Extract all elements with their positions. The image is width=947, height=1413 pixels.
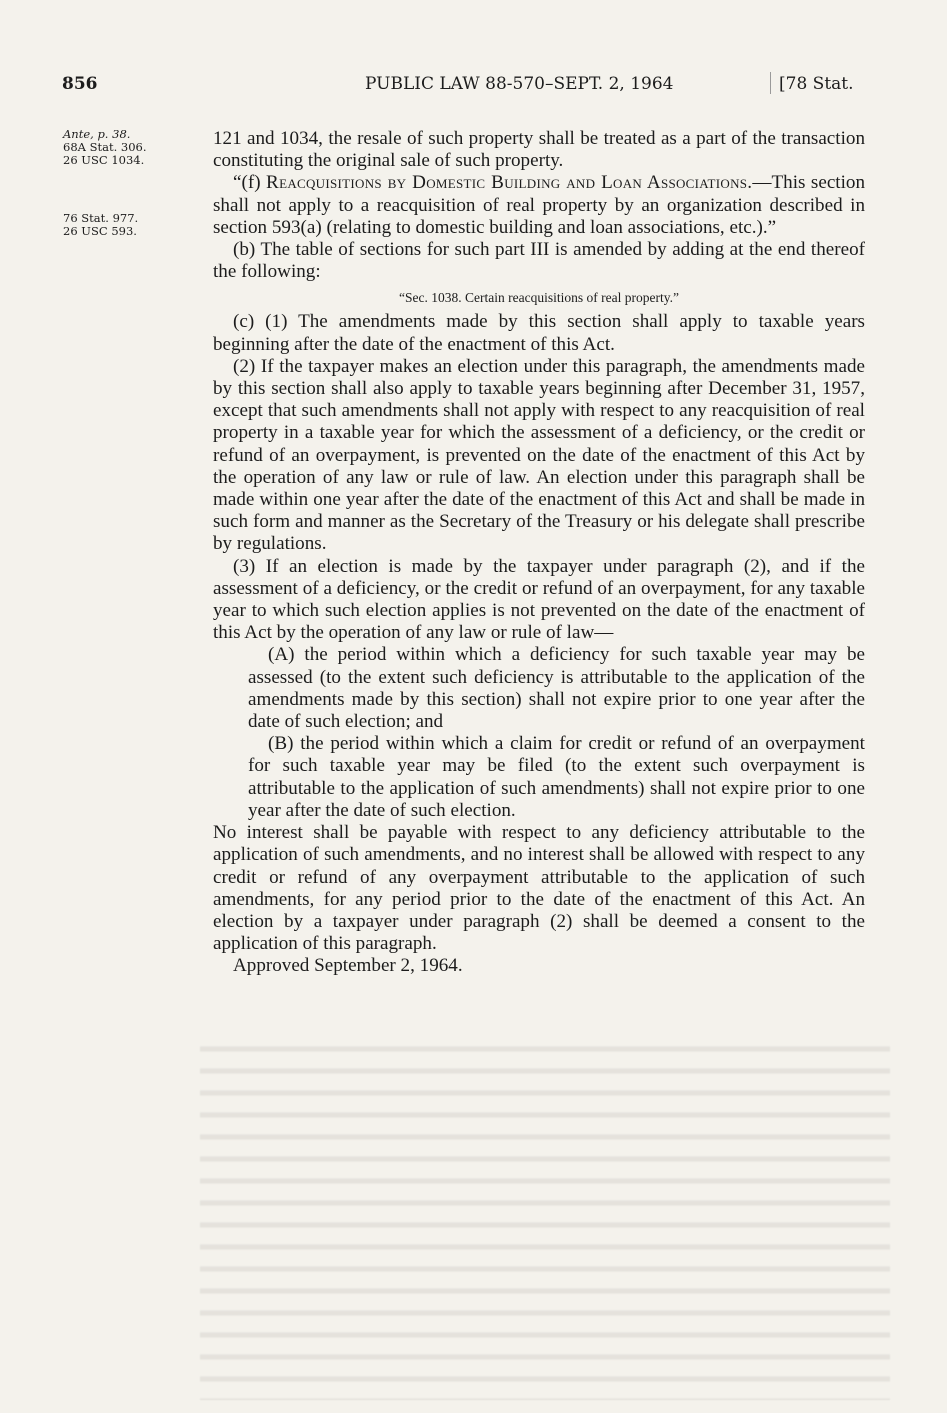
margin-note-2 (63, 212, 138, 238)
paragraph-interest: No interest shall be payable with respect to any deficiency attributable to the application of such amendments, and no interest shall be allowed with respect to any credit or refund of any overpayment attributable to the application of such amendments, for any period prior to the date of the enactment of this Act. An election by a taxpayer under paragraph (2) shall be deemed a consent to the application of this paragraph. (213, 822, 865, 955)
quote-open: “(f) (233, 172, 267, 194)
statute-body (213, 128, 865, 978)
statute-reference: [78 Stat. (779, 74, 854, 94)
margin-note-1 (63, 128, 147, 167)
paragraph-c3: (3) If an election is made by the taxpayer under paragraph (2), and if the assessment of a deficiency, or the credit or refund of an overpayment, for any taxable year to which such election applies is not prevented on the date of the enactment of this Act by the operation of any law or rule of law— (213, 555, 865, 644)
margin-note-line: 26 USC 1034. (63, 153, 145, 167)
subparagraph-a: (A) the period within which a deficiency for such taxable year may be assessed (to the extent such deficiency is attributable to the application of the amendments made by this section) shall not expire prior to one year after the date of such election; and (248, 644, 865, 733)
paragraph-subsection-f (213, 172, 865, 239)
page-number: 856 (62, 74, 98, 94)
margin-note-line: Ante, p. 38. (63, 127, 131, 141)
subsection-heading: Reacquisitions by Domestic Building and Loan Associations. (266, 172, 753, 194)
margin-note-line: 26 USC 593. (63, 224, 137, 238)
show-through-background (200, 1030, 890, 1400)
table-of-sections-entry: “Sec. 1038. Certain reacquisitions of real property.” (399, 290, 679, 306)
paragraph-b: (b) The table of sections for such part III is amended by adding at the end thereof the following: (213, 239, 865, 283)
paragraph-c1: (c) (1) The amendments made by this section shall apply to taxable years beginning after the date of the enactment of this Act. (213, 311, 865, 355)
header-rule (770, 72, 771, 94)
running-head: PUBLIC LAW 88-570–SEPT. 2, 1964 (365, 74, 674, 94)
margin-note-line: 68A Stat. 306. (63, 140, 147, 154)
margin-note-line: 76 Stat. 977. (63, 211, 139, 225)
paragraph: 121 and 1034, the resale of such property shall be treated as a part of the transaction constituting the original sale of such property. (213, 128, 865, 172)
paragraph-c2: (2) If the taxpayer makes an election under this paragraph, the amendments made by this section shall also apply to taxable years beginning after December 31, 1957, except that such amendments shall not apply with respect to any reacquisition of real property in a taxable year for which the assessment of a deficiency, or the credit or refund of an overpayment, is prevented on the date of the enactment of this Act by the operation of any law or rule of law. An election under this paragraph shall be made within one year after the date of the enactment of this Act and shall be made in such form and manner as the Secretary of the Treasury or his delegate shall prescribe by regulations. (213, 355, 865, 555)
approval-line: Approved September 2, 1964. (233, 955, 463, 977)
subparagraph-b: (B) the period within which a claim for credit or refund of an overpayment for such taxable year may be filed (to the extent such overpayment is attributable to the application of such amendments) shall not expire prior to one year after the date of such election. (248, 733, 865, 821)
subsection-text: —This section shall not apply to a reacquisition of real property by an organization described in section 593(a) (relating to domestic building and loan associations, etc.).” (213, 172, 865, 238)
